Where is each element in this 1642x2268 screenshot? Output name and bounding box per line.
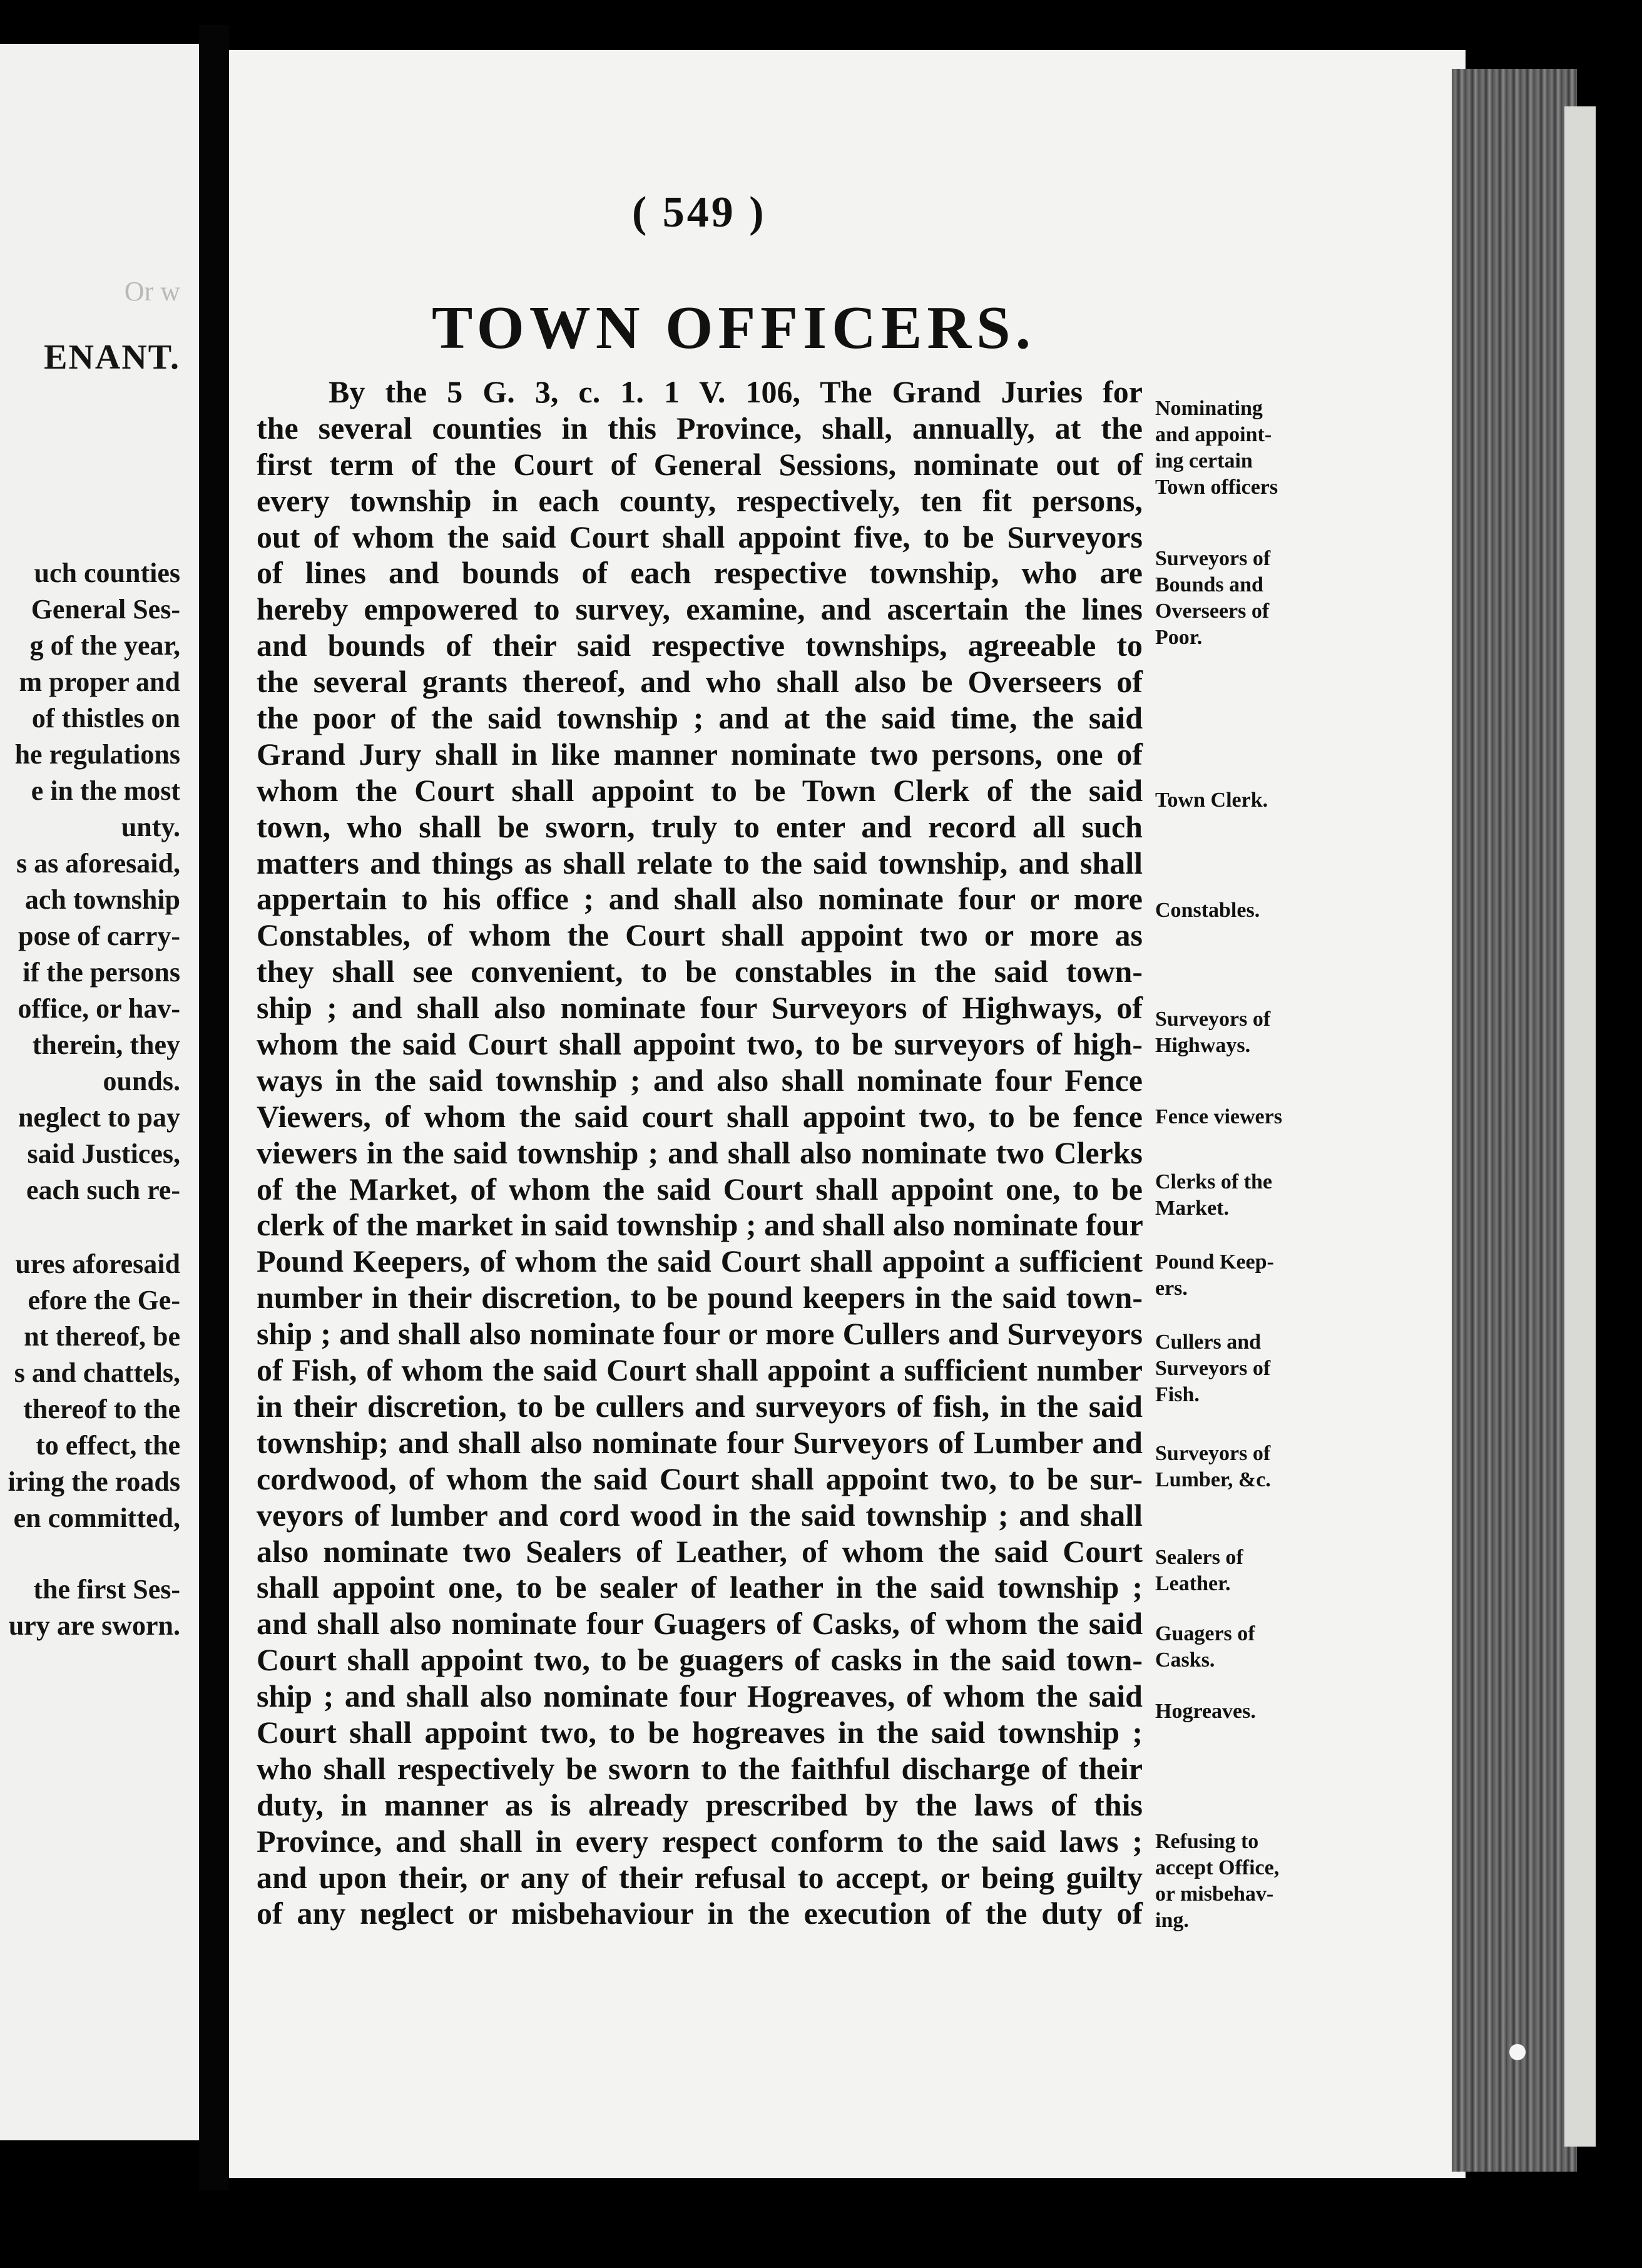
margin-note-line: Surveyors of — [1155, 547, 1271, 570]
body-line: Pound Keepers, of whom the said Court shall appoint a sufficient — [257, 1244, 1143, 1279]
margin-note — [1155, 546, 1343, 651]
previous-page-line: s and chattels, — [14, 1357, 180, 1388]
margin-note — [1155, 787, 1343, 814]
margin-note-line: Bounds and — [1155, 573, 1263, 596]
margin-note-line: Fish. — [1155, 1383, 1200, 1406]
body-line: the poor of the said township ; and at the said time, the said — [257, 700, 1143, 736]
margin-note-line: Casks. — [1155, 1648, 1215, 1672]
body-line: clerk of the market in said township ; and shall also nominate four — [257, 1207, 1143, 1243]
previous-page-line: said Justices, — [27, 1138, 180, 1169]
body-line: hereby empowered to survey, examine, and ascertain the lines — [257, 591, 1143, 627]
previous-page — [0, 44, 199, 2140]
margin-note — [1155, 1698, 1343, 1725]
body-line: of lines and bounds of each respective township, who are — [257, 555, 1143, 591]
margin-note-line: Leather. — [1155, 1572, 1231, 1595]
body-line: number in their discretion, to be pound keepers in the said town- — [257, 1280, 1143, 1315]
margin-note-line: or misbehav- — [1155, 1882, 1274, 1906]
body-line: the several counties in this Province, shall, annually, at the — [257, 410, 1143, 446]
margin-note-line: Surveyors of — [1155, 1357, 1271, 1380]
margin-note — [1155, 1829, 1343, 1934]
body-line: whom the Court shall appoint to be Town Clerk of the said — [257, 772, 1143, 808]
margin-note-line: Fence viewers — [1155, 1105, 1282, 1128]
body-line: who shall respectively be sworn to the faithful discharge of their — [257, 1750, 1143, 1786]
margin-note-line: Town officers — [1155, 476, 1278, 499]
margin-note — [1155, 1545, 1343, 1597]
margin-note-line: Guagers of — [1155, 1622, 1255, 1645]
previous-page-line: the first Ses- — [33, 1574, 180, 1605]
previous-page-line: uch counties — [34, 558, 180, 588]
margin-note-line: Town Clerk. — [1155, 789, 1268, 812]
body-line: township; and shall also nominate four Surveyors of Lumber and — [257, 1424, 1143, 1460]
body-line: every township in each county, respectively, ten fit persons, — [257, 483, 1143, 518]
body-line: shall appoint one, to be sealer of leather in the said township ; — [257, 1570, 1143, 1605]
previous-page-line: efore the Ge- — [28, 1285, 180, 1315]
body-line: also nominate two Sealers of Leather, of whom the said Court — [257, 1533, 1143, 1569]
previous-page-line: Or w — [124, 276, 180, 307]
body-line: Province, and shall in every respect conform to the said laws ; — [257, 1823, 1143, 1859]
margin-note — [1155, 1621, 1343, 1673]
margin-note — [1155, 1104, 1343, 1130]
book-fore-edge — [1452, 69, 1577, 2172]
body-line: matters and things as shall relate to the said township, and shall — [257, 845, 1143, 881]
margin-note — [1155, 1441, 1343, 1493]
body-line: cordwood, of whom the said Court shall appoint two, to be sur- — [257, 1461, 1143, 1496]
margin-note-line: Clerks of the — [1155, 1170, 1272, 1193]
margin-note — [1155, 396, 1343, 501]
margin-note-line: Sealers of — [1155, 1546, 1243, 1569]
previous-page-line: iring the roads — [8, 1466, 180, 1497]
previous-page-line: en committed, — [13, 1503, 180, 1533]
margin-note-line: Cullers and — [1155, 1331, 1262, 1354]
previous-page-line: ury are sworn. — [8, 1610, 180, 1641]
previous-page-line: g of the year, — [29, 630, 180, 661]
previous-page-line: e in the most — [31, 775, 180, 806]
margin-note-line: Overseers of — [1155, 600, 1270, 623]
body-text — [257, 374, 1143, 1932]
body-line: they shall see convenient, to be constables in the said town- — [257, 954, 1143, 989]
body-line: By the 5 G. 3, c. 1. 1 V. 106, The Grand Juries for — [329, 374, 1143, 409]
body-line: whom the said Court shall appoint two, to be surveyors of high- — [257, 1026, 1143, 1062]
body-line: Court shall appoint two, to be guagers of casks in the said town- — [257, 1642, 1143, 1678]
margin-note-line: ers. — [1155, 1277, 1188, 1300]
margin-note — [1155, 1249, 1343, 1302]
body-line: first term of the Court of General Sessions, nominate out of — [257, 446, 1143, 482]
margin-note — [1155, 897, 1343, 924]
margin-note-line: Hogreaves. — [1155, 1700, 1256, 1723]
previous-page-line: ounds. — [103, 1066, 180, 1096]
margin-note — [1155, 1329, 1343, 1408]
body-line: the several grants thereof, and who shall also be Overseers of — [257, 664, 1143, 700]
body-line: ship ; and shall also nominate four or more Cullers and Surveyors — [257, 1316, 1143, 1352]
previous-page-line: neglect to pay — [18, 1102, 180, 1133]
body-line: and shall also nominate four Guagers of Casks, of whom the said — [257, 1606, 1143, 1642]
margin-note-line: ing. — [1155, 1909, 1189, 1932]
book-fore-edge-light — [1564, 106, 1596, 2147]
body-line: duty, in manner as is already prescribed by the laws of this — [257, 1787, 1143, 1822]
body-line: appertain to his office ; and shall also nominate four or more — [257, 881, 1143, 917]
margin-note-line: Market. — [1155, 1197, 1230, 1220]
previous-page-line: unty. — [121, 812, 180, 842]
body-line: ship ; and shall also nominate four Surveyors of Highways, of — [257, 990, 1143, 1026]
previous-page-line: office, or hav- — [18, 993, 180, 1024]
previous-page-line: m proper and — [19, 667, 180, 697]
body-line: ways in the said township ; and also shall nominate four Fence — [257, 1062, 1143, 1098]
margin-note-line: Surveyors of — [1155, 1008, 1271, 1031]
previous-page-line: each such re- — [26, 1175, 180, 1205]
margin-note — [1155, 1006, 1343, 1059]
margin-note-line: Nominating — [1155, 397, 1263, 420]
previous-page-line: nt thereof, be — [24, 1321, 180, 1352]
body-line: and bounds of their said respective townships, agreeable to — [257, 628, 1143, 663]
previous-page-line: pose of carry- — [18, 921, 180, 951]
margin-note-line: Highways. — [1155, 1034, 1251, 1057]
page-title: TOWN OFFICERS. — [432, 294, 1036, 362]
previous-page-line: therein, they — [32, 1029, 180, 1060]
previous-page-line: he regulations — [14, 739, 180, 770]
body-line: of any neglect or misbehaviour in the execution of the duty of — [257, 1896, 1143, 1931]
margin-note-line: Lumber, &c. — [1155, 1468, 1271, 1491]
previous-page-line: ENANT. — [44, 338, 180, 377]
margin-note-line: Surveyors of — [1155, 1442, 1271, 1465]
previous-page-line: if the persons — [23, 957, 180, 988]
previous-page-line: s as aforesaid, — [16, 848, 180, 879]
page-number: ( 549 ) — [632, 188, 767, 237]
body-line: Viewers, of whom the said court shall appoint two, to be fence — [257, 1098, 1143, 1134]
book-gutter — [199, 25, 229, 2190]
margin-note-line: Refusing to — [1155, 1830, 1259, 1853]
margin-note-line: and appoint- — [1155, 423, 1272, 446]
body-line: of the Market, of whom the said Court shall appoint one, to be — [257, 1171, 1143, 1207]
body-line: out of whom the said Court shall appoint five, to be Surveyors — [257, 519, 1143, 554]
margin-note-line: Constables. — [1155, 899, 1260, 922]
body-line: Constables, of whom the Court shall appoint two or more as — [257, 917, 1143, 953]
margin-note-line: ing certain — [1155, 449, 1253, 472]
previous-page-line: thereof to the — [23, 1394, 180, 1424]
previous-page-line: ach township — [24, 884, 180, 915]
margin-note-line: Poor. — [1155, 626, 1203, 649]
margin-note — [1155, 1169, 1343, 1222]
body-line: town, who shall be sworn, truly to enter and record all such — [257, 809, 1143, 844]
body-line: ship ; and shall also nominate four Hogreaves, of whom the said — [257, 1678, 1143, 1714]
previous-page-line: General Ses- — [31, 594, 180, 625]
body-line: veyors of lumber and cord wood in the said township ; and shall — [257, 1497, 1143, 1533]
body-line: viewers in the said township ; and shall also nominate two Clerks — [257, 1135, 1143, 1170]
margin-note-line: Pound Keep- — [1155, 1250, 1274, 1274]
body-line: and upon their, or any of their refusal to accept, or being guilty — [257, 1859, 1143, 1895]
body-line: Court shall appoint two, to be hogreaves in the said township ; — [257, 1714, 1143, 1750]
previous-page-line: to effect, the — [36, 1430, 180, 1461]
body-line: in their discretion, to be cullers and surveyors of fish, in the said — [257, 1388, 1143, 1424]
body-line: of Fish, of whom the said Court shall appoint a sufficient number — [257, 1352, 1143, 1388]
previous-page-line: ures aforesaid — [15, 1249, 180, 1279]
previous-page-line: of thistles on — [31, 703, 180, 733]
margin-note-line: accept Office, — [1155, 1856, 1280, 1879]
body-line: Grand Jury shall in like manner nominate two persons, one of — [257, 736, 1143, 772]
scan-dot — [1509, 2044, 1526, 2060]
